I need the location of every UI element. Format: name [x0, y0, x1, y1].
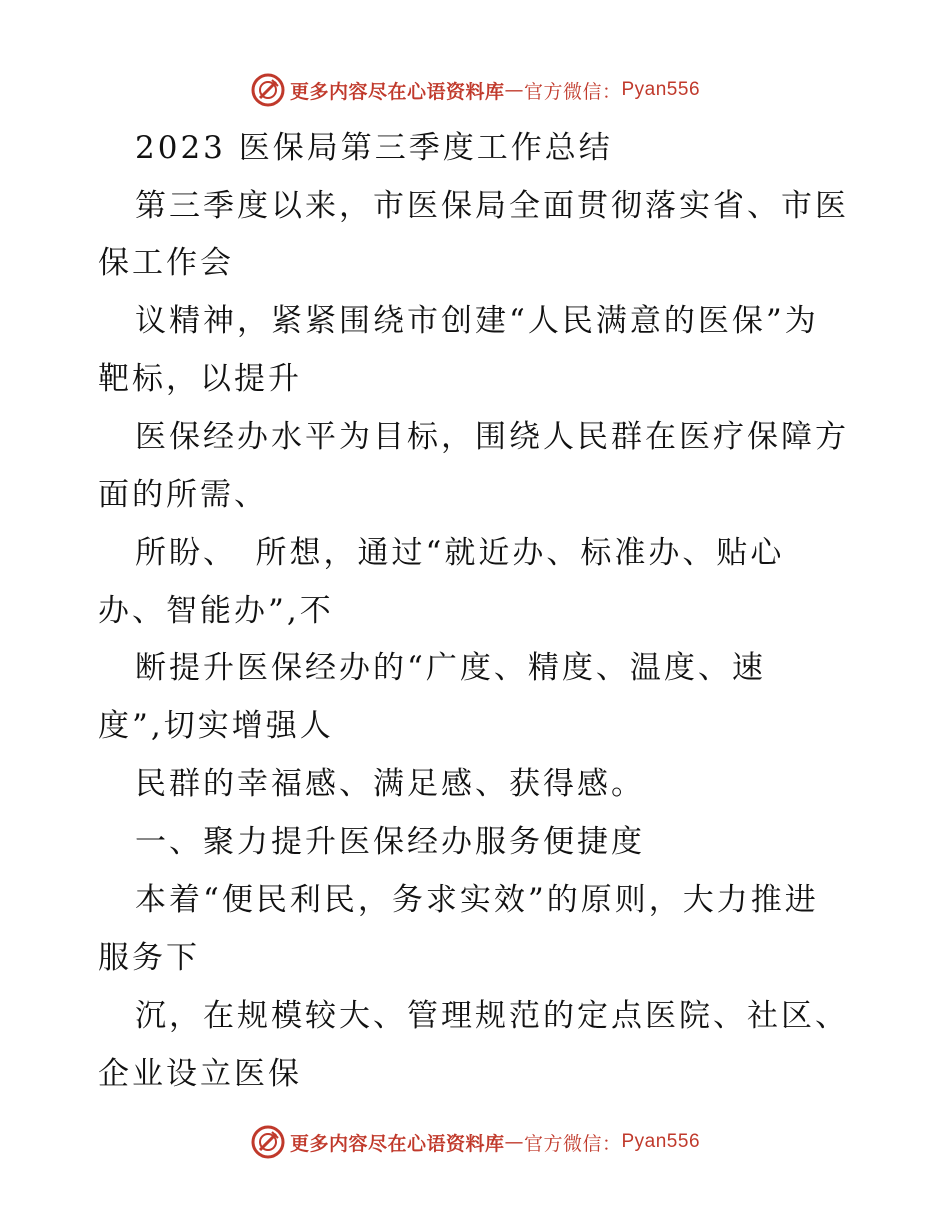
watermark-separator: —	[504, 79, 524, 101]
watermark-separator: —	[504, 1131, 524, 1153]
paragraph-line: 企业设立医保	[98, 1056, 302, 1092]
watermark-header	[0, 72, 950, 108]
seal-logo-icon	[250, 1124, 286, 1160]
watermark-main-text: 更多内容尽在心语资料库	[289, 80, 505, 103]
paragraph-line: 断提升医保经办的“广度、精度、温度、速	[135, 650, 766, 686]
watermark-side-text: 官方微信：	[523, 80, 622, 103]
watermark-handle: Pyan556	[621, 79, 701, 100]
paragraph-line: 保工作会	[98, 245, 234, 281]
paragraph-line: 沉，在规模较大、管理规范的定点医院、社区、	[135, 998, 849, 1034]
paragraph-line: 服务下	[98, 940, 200, 976]
paragraph-line: 本着“便民利民，务求实效”的原则，大力推进	[135, 882, 819, 918]
section-heading: 一、聚力提升医保经办服务便捷度	[135, 824, 645, 860]
paragraph-line: 面的所需、	[98, 477, 268, 513]
watermark-footer	[0, 1124, 950, 1160]
watermark-side-text: 官方微信：	[523, 1132, 622, 1155]
document-title: 2023 医保局第三季度工作总结	[135, 130, 613, 166]
paragraph-line: 度”,切实增强人	[98, 708, 334, 744]
seal-logo-icon	[250, 72, 286, 108]
paragraph-line: 民群的幸福感、满足感、获得感。	[135, 766, 645, 802]
watermark-handle: Pyan556	[621, 1131, 701, 1152]
paragraph-line: 议精神，紧紧围绕市创建“人民满意的医保”为	[135, 303, 819, 339]
paragraph-line: 医保经办水平为目标，围绕人民群在医疗保障方	[135, 419, 849, 455]
watermark-main-text: 更多内容尽在心语资料库	[289, 1132, 505, 1155]
paragraph-line: 第三季度以来，市医保局全面贯彻落实省、市医	[135, 188, 849, 224]
paragraph-line: 所盼、 所想，通过“就近办、标准办、贴心	[135, 535, 785, 571]
paragraph-line: 办、智能办”,不	[98, 593, 334, 629]
paragraph-line: 靶标，以提升	[98, 361, 302, 397]
